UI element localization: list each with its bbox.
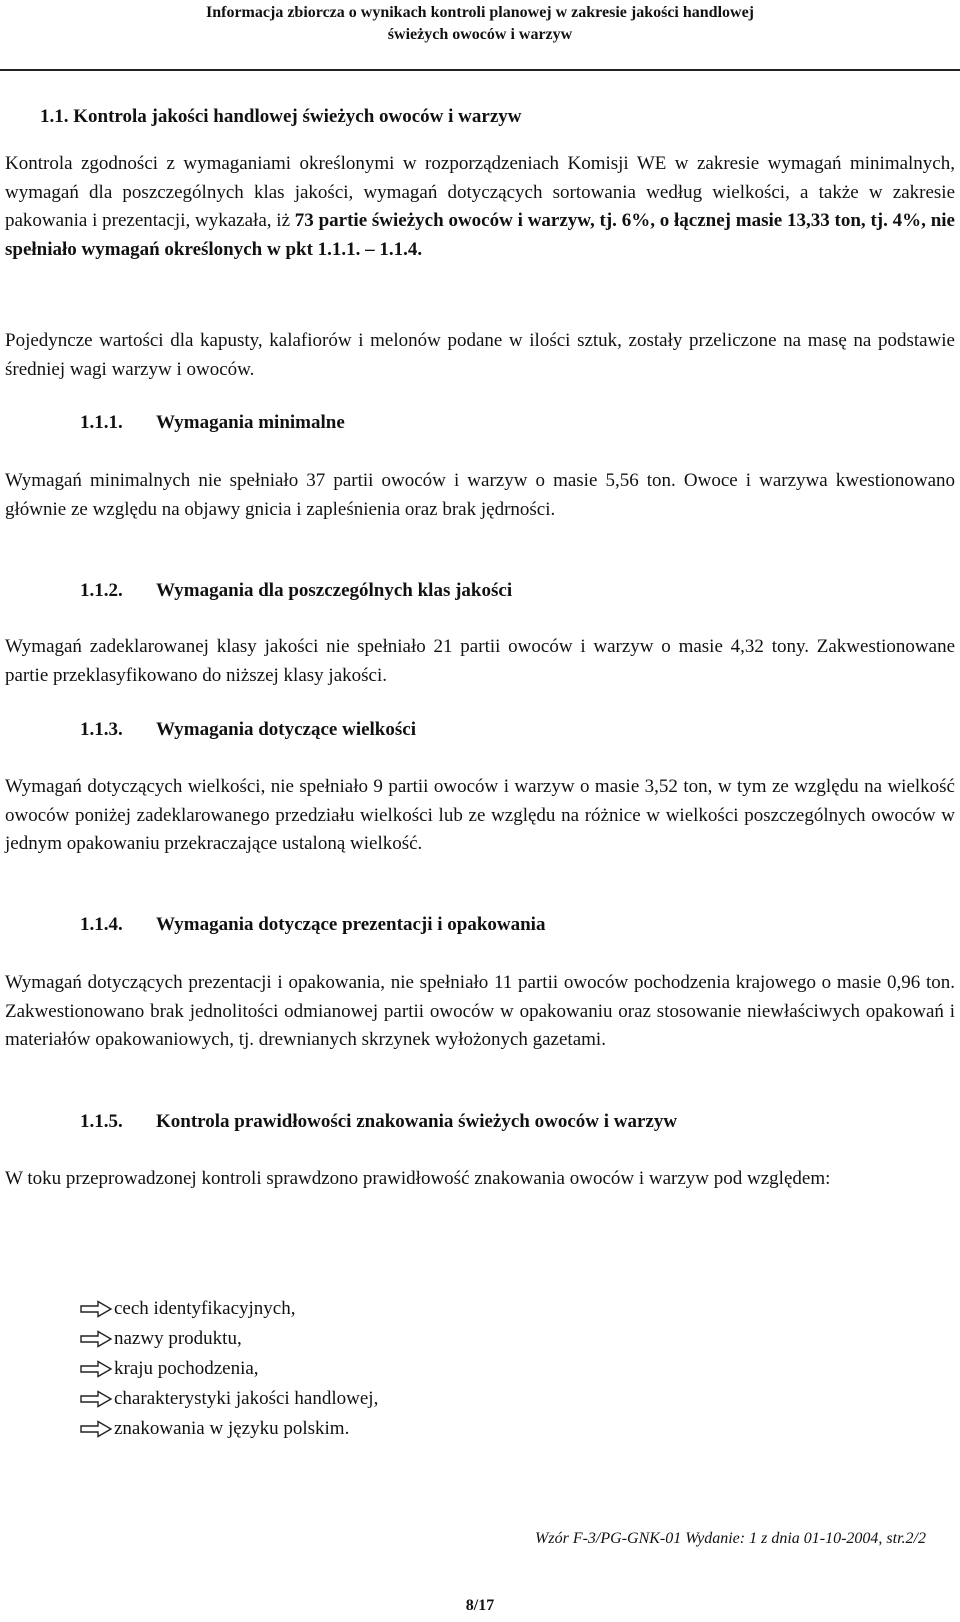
list-item bbox=[80, 1354, 378, 1384]
subsection-heading-1 bbox=[80, 412, 345, 434]
subsection-number: 1.1.2. bbox=[80, 580, 123, 601]
list-item bbox=[80, 1294, 378, 1324]
header-line-1: Informacja zbiorcza o wynikach kontroli planowej w zakresie jakości handlowej bbox=[206, 4, 754, 21]
header-line-2: świeżych owoców i warzyw bbox=[387, 26, 573, 43]
outline-right-arrow-icon bbox=[80, 1330, 114, 1348]
list-item bbox=[80, 1414, 378, 1444]
list-item-label: znakowania w języku polskim. bbox=[114, 1418, 350, 1439]
list-item-label: kraju pochodzenia, bbox=[114, 1358, 259, 1379]
subsection-number: 1.1.5. bbox=[80, 1111, 123, 1132]
subsection-paragraph-5: W toku przeprowadzonej kontroli sprawdzono prawidłowość znakowania owoców i warzyw pod względem: bbox=[5, 1168, 831, 1189]
outline-right-arrow-icon bbox=[80, 1420, 114, 1438]
subsection-number: 1.1.4. bbox=[80, 914, 123, 935]
subsection-heading-5 bbox=[80, 1111, 677, 1133]
subsection-title: Wymagania dotyczące wielkości bbox=[156, 719, 416, 740]
subsection-title: Kontrola prawidłowości znakowania świeżych owoców i warzyw bbox=[156, 1111, 678, 1132]
document-header bbox=[0, 0, 960, 68]
page-number: 8/17 bbox=[465, 1597, 495, 1614]
subsection-number: 1.1.3. bbox=[80, 719, 123, 740]
header-divider bbox=[0, 69, 960, 71]
subsection-heading-3 bbox=[80, 719, 416, 741]
outline-right-arrow-icon bbox=[80, 1300, 114, 1318]
list-item-label: nazwy produktu, bbox=[114, 1328, 242, 1349]
subsection-paragraph-2: Wymagań zadeklarowanej klasy jakości nie spełniało 21 partii owoców i warzyw o masie 4,32 tony. Zakwestionowane partie przeklasyfikowano do niższej klasy jakości. bbox=[5, 636, 955, 686]
subsection-paragraph-4: Wymagań dotyczących prezentacji i opakowania, nie spełniało 11 partii owoców pochodzenia krajowego o masie 0,96 ton. Zakwestionowano brak jednolitości odmianowej partii owoców w opakowaniu oraz stosowanie niewłaściwych opakowań i materiałów opakowaniowych, tj. drewnianych skrzynek wyłożonych gazetami. bbox=[5, 972, 955, 1050]
list-item bbox=[80, 1324, 378, 1354]
subsection-heading-4 bbox=[80, 914, 545, 936]
list-item-label: charakterystyki jakości handlowej, bbox=[114, 1388, 379, 1409]
subsection-number: 1.1.1. bbox=[80, 412, 123, 433]
subsection-paragraph-3: Wymagań dotyczących wielkości, nie spełniało 9 partii owoców i warzyw o masie 3,52 ton, w tym ze względu na wielkość owoców poniżej zadeklarowanego przedziału wielkości lub ze względu na różnice w wielkości poszczególnych owoców w jednym opakowaniu przekraczające ustaloną wielkość. bbox=[5, 776, 955, 854]
outline-right-arrow-icon bbox=[80, 1360, 114, 1378]
intro-paragraph bbox=[5, 150, 955, 264]
labeling-criteria-list bbox=[80, 1294, 378, 1444]
intro-text: Kontrola zgodności z wymaganiami określonymi w rozporządzeniach Komisji WE w zakresie wymagań minimalnych, wymagań dla poszczególnych klas jakości, wymagań dotyczących sortowania według wielkości, a także w zakresie pakowania i prezentacji, wykazała, iż bbox=[5, 153, 955, 231]
subsection-title: Wymagania dla poszczególnych klas jakości bbox=[156, 580, 513, 601]
subsection-paragraph-1: Wymagań minimalnych nie spełniało 37 partii owoców i warzyw o masie 5,56 ton. Owoce i warzywa kwestionowano głównie ze względu na objawy gnicia i zapleśnienia oraz brak jędrności. bbox=[5, 470, 955, 520]
list-item-label: cech identyfikacyjnych, bbox=[114, 1298, 296, 1319]
subsection-heading-2 bbox=[80, 580, 512, 602]
note-paragraph: Pojedyncze wartości dla kapusty, kalafiorów i melonów podane w ilości sztuk, zostały przeliczone na masę na podstawie średniej wagi warzyw i owoców. bbox=[5, 330, 955, 380]
subsection-title: Wymagania dotyczące prezentacji i opakowania bbox=[156, 914, 546, 935]
list-item bbox=[80, 1384, 378, 1414]
subsection-title: Wymagania minimalne bbox=[156, 412, 345, 433]
form-footer: Wzór F-3/PG-GNK-01 Wydanie: 1 z dnia 01-10-2004, str.2/2 bbox=[535, 1530, 926, 1547]
intro-bold-text: 73 partie świeżych owoców i warzyw, tj. 6%, o łącznej masie 13,33 ton, tj. 4%, nie spełniało wymagań określonych w pkt 1.1.1. – 1.1.4. bbox=[5, 210, 955, 260]
section-title: 1.1. Kontrola jakości handlowej świeżych owoców i warzyw bbox=[40, 106, 522, 127]
outline-right-arrow-icon bbox=[80, 1390, 114, 1408]
